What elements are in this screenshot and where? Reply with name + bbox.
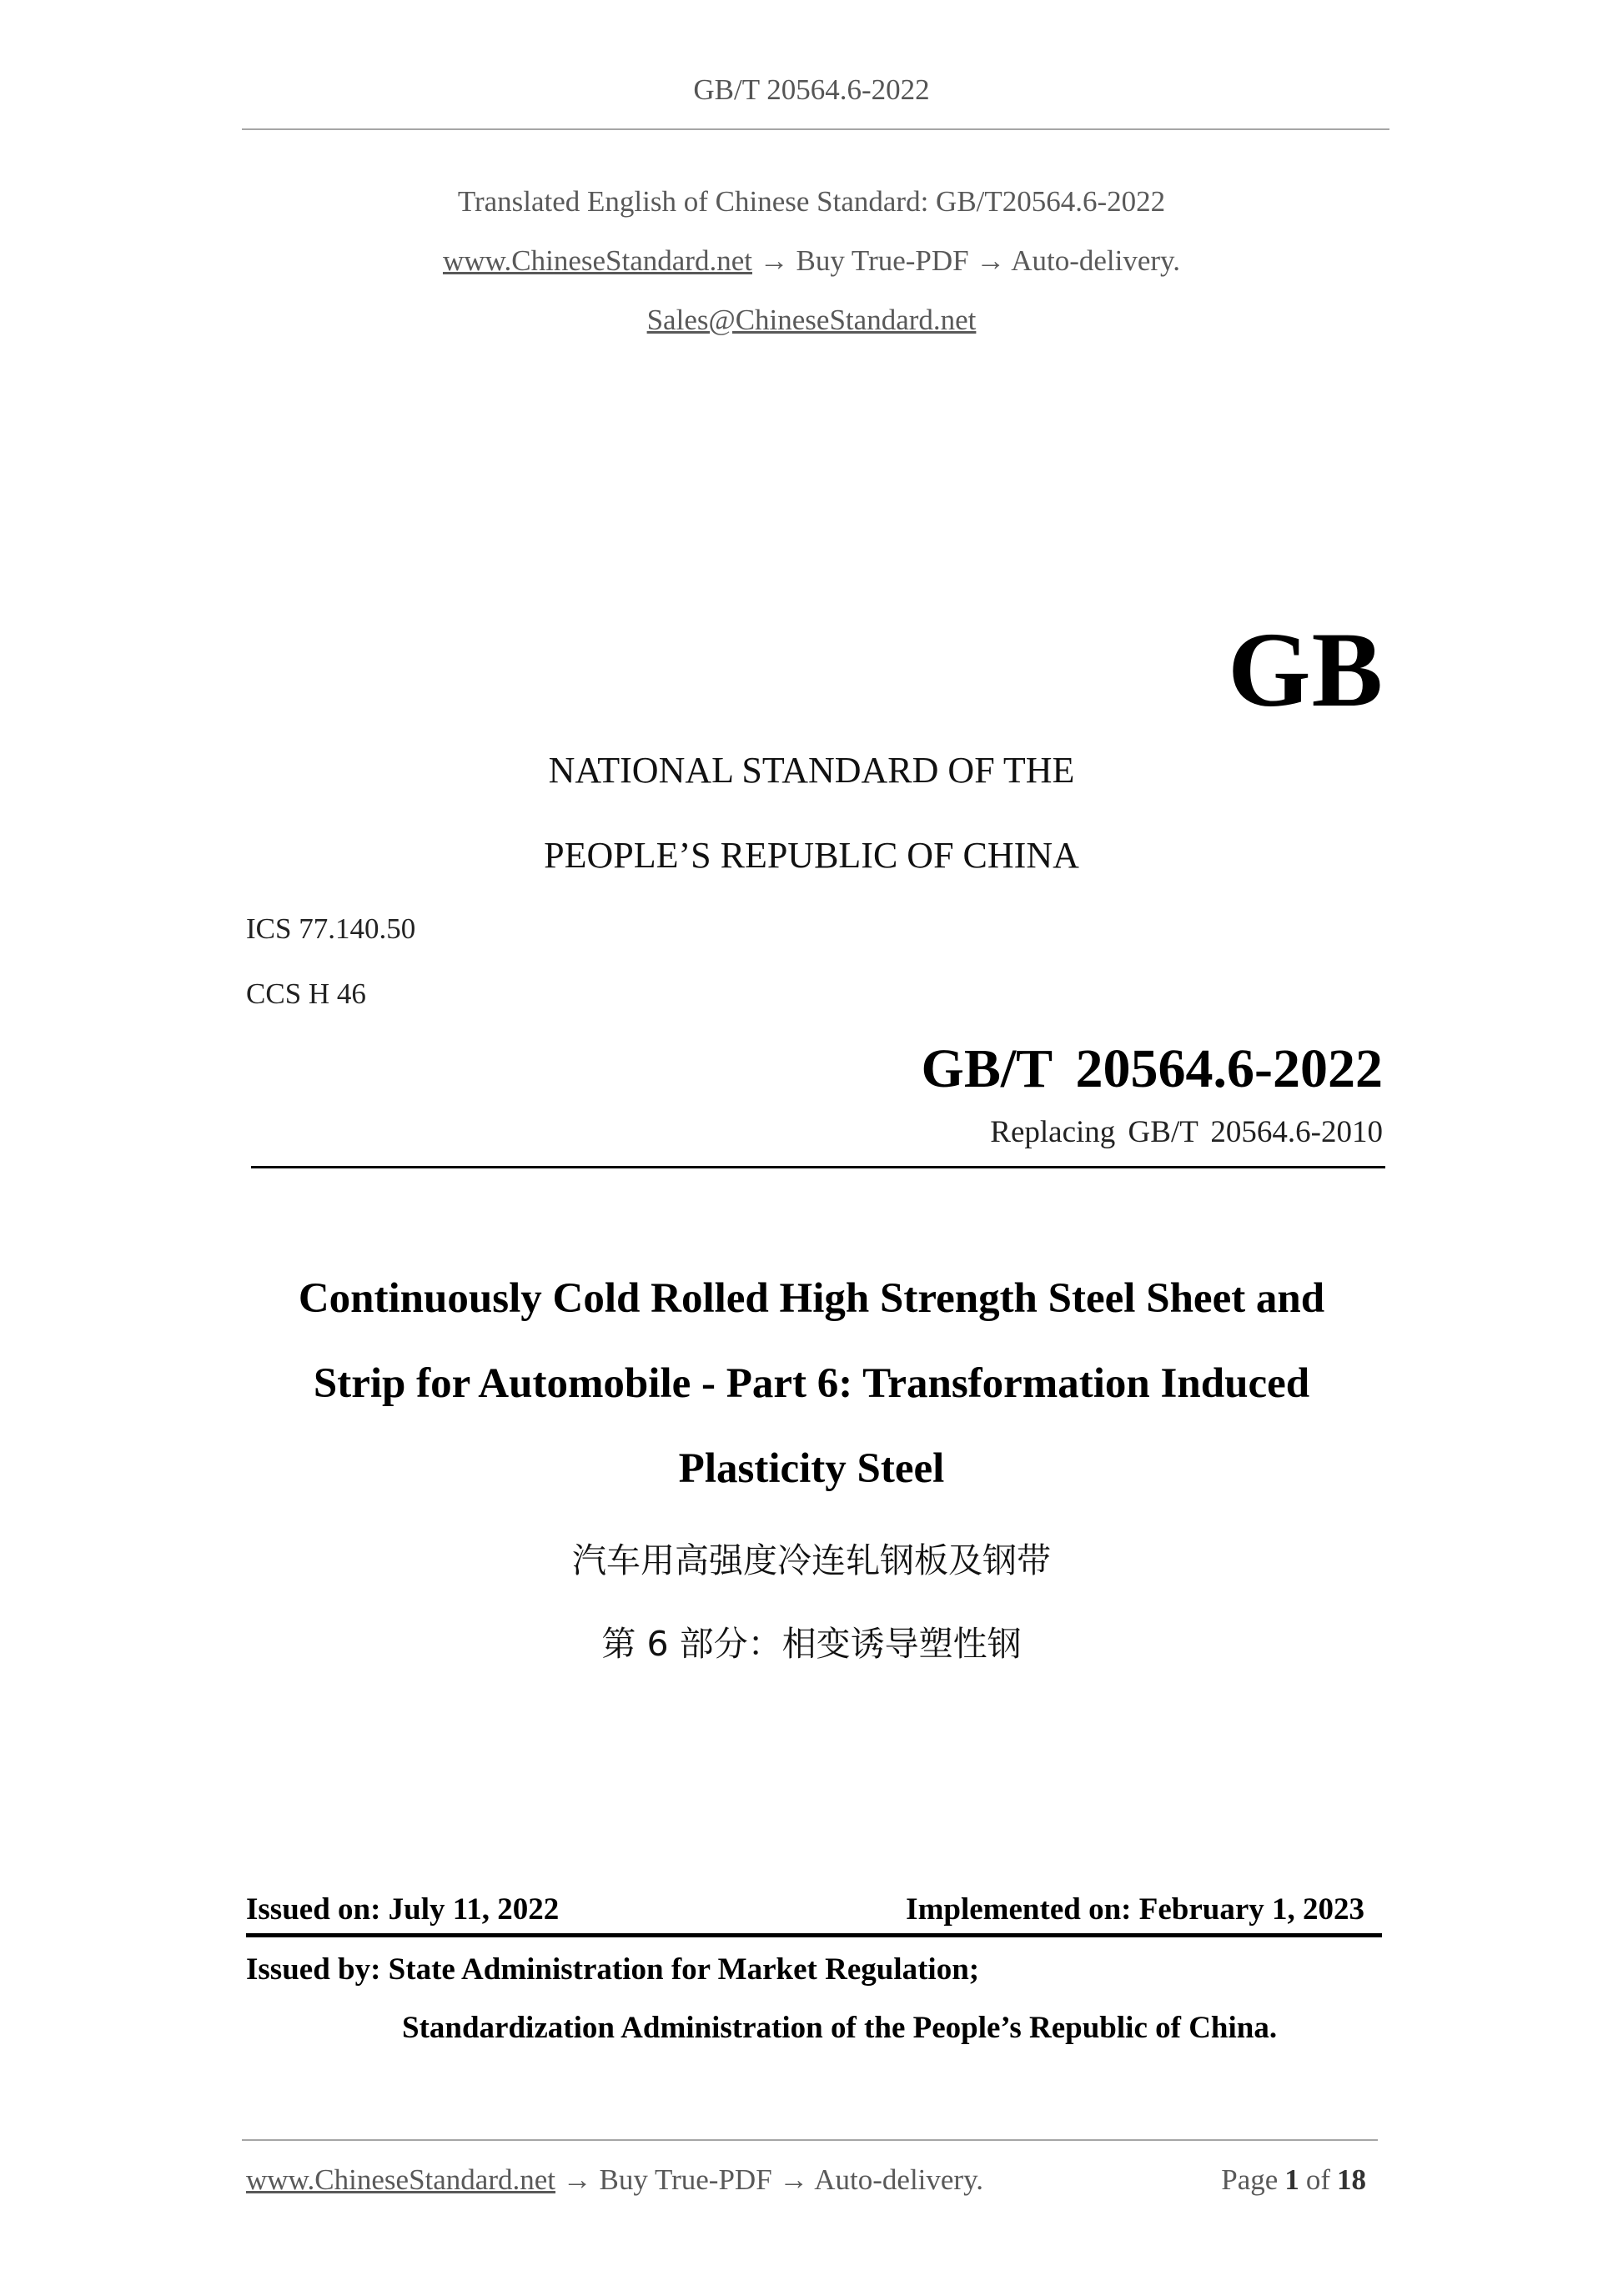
english-title-line-3: Plasticity Steel	[678, 1445, 945, 1492]
chinese-title-line-2: 第 6 部分：相变诱导塑性钢	[601, 1624, 1022, 1664]
footer-buy-text: Buy True-PDF	[599, 2163, 772, 2196]
issued-on-date: Issued on: July 11, 2022	[246, 1892, 560, 1927]
auto-delivery-text: Auto-delivery.	[1011, 244, 1181, 277]
ccs-code: CCS H 46	[246, 977, 366, 1010]
replacing-code: Replacing GB/T 20564.6-2010	[990, 1115, 1383, 1149]
issue-rule	[246, 1933, 1382, 1937]
standard-code: GB/T 20564.6-2022	[921, 1038, 1383, 1099]
promo-line	[0, 244, 1623, 278]
issued-by-line-1: Issued by: State Administration for Market Regulation;	[246, 1952, 980, 1987]
page-number: 1	[1284, 2163, 1299, 2196]
arrow-icon: →	[759, 244, 789, 277]
gb-mark: GB	[1228, 610, 1384, 729]
national-standard-line-2: PEOPLE’S REPUBLIC OF CHINA	[544, 835, 1079, 876]
email-line	[0, 304, 1623, 337]
chinese-title-line-1: 汽车用高强度冷连轧钢板及钢带	[572, 1540, 1051, 1580]
national-standard-line-1: NATIONAL STANDARD OF THE	[548, 750, 1075, 791]
issued-by-line-2: Standardization Administration of the People’s Republic of China.	[402, 2011, 1278, 2045]
of-label: of	[1305, 2163, 1330, 2196]
arrow-icon: →	[976, 244, 1006, 277]
arrow-icon: →	[562, 2163, 592, 2196]
site-link[interactable]: www.ChineseStandard.net	[442, 244, 752, 277]
page-label: Page	[1221, 2163, 1279, 2196]
code-rule	[251, 1166, 1385, 1168]
page-indicator	[1221, 2163, 1373, 2197]
translation-notice: Translated English of Chinese Standard: GB/T20564.6-2022	[457, 185, 1166, 218]
running-header: GB/T 20564.6-2022	[693, 73, 930, 106]
english-title-line-2: Strip for Automobile - Part 6: Transformation Induced	[313, 1360, 1310, 1407]
buy-text: Buy True-PDF	[796, 244, 969, 277]
implemented-on-date: Implemented on: February 1, 2023	[906, 1892, 1364, 1927]
footer-auto-text: Auto-delivery.	[814, 2163, 984, 2196]
header-rule	[242, 128, 1389, 130]
page-total: 18	[1337, 2163, 1366, 2196]
email-link[interactable]: Sales@ChineseStandard.net	[646, 304, 977, 336]
footer-rule	[242, 2139, 1378, 2141]
arrow-icon: →	[779, 2163, 809, 2196]
footer-promo	[246, 2163, 983, 2197]
ics-code: ICS 77.140.50	[246, 912, 416, 945]
footer-site-link[interactable]: www.ChineseStandard.net	[246, 2163, 555, 2196]
english-title-line-1: Continuously Cold Rolled High Strength Steel Sheet and	[298, 1275, 1325, 1322]
